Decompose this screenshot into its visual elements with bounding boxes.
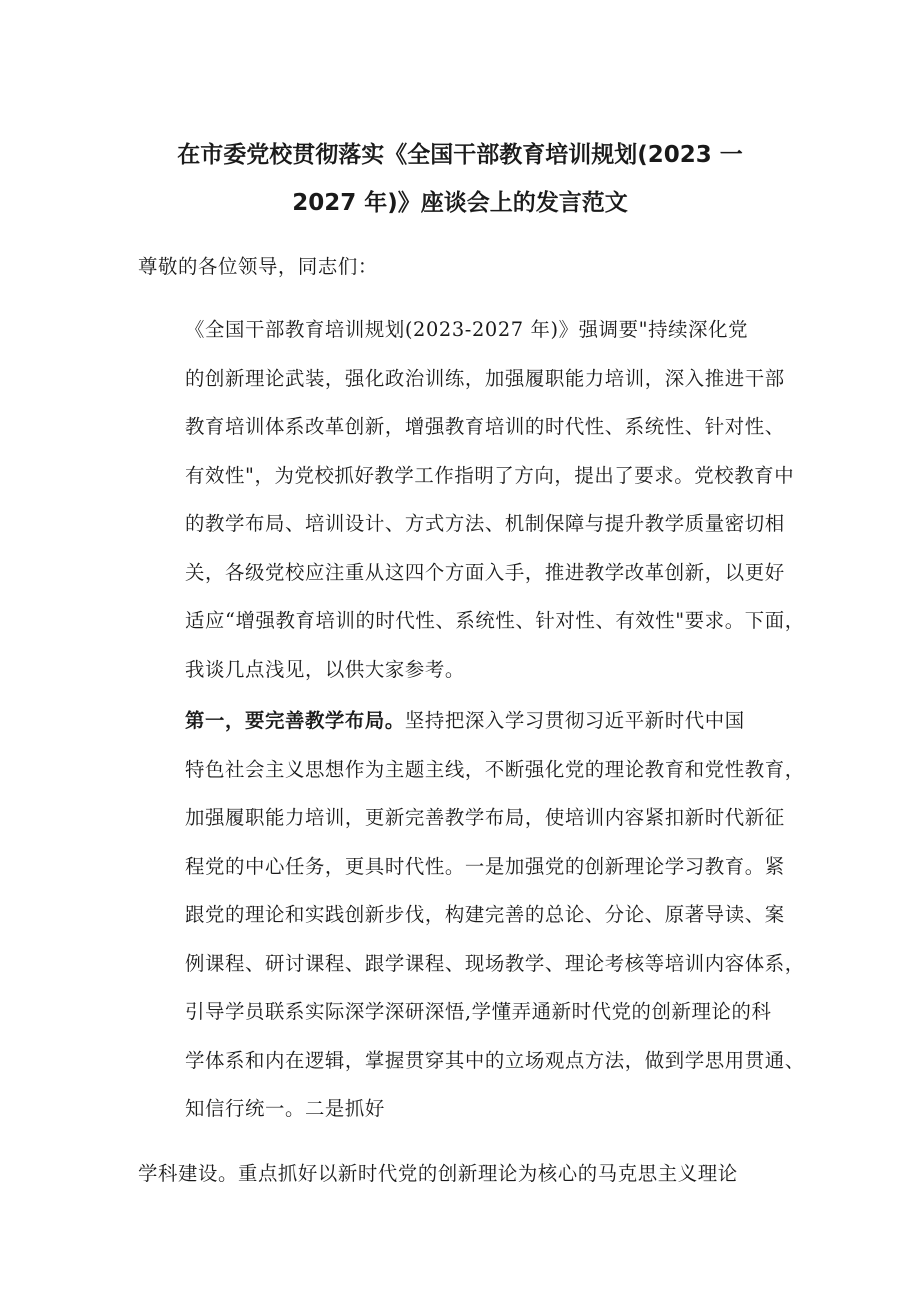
paragraph-line: 引导学员联系实际深学深研深悟,学懂弄通新时代党的创新理论的科	[185, 1000, 772, 1023]
paragraph-intro	[138, 306, 805, 694]
paragraph-line: 学体系和内在逻辑，掌握贯穿其中的立场观点方法，做到学思用贯通、	[185, 1048, 805, 1072]
paragraph-line: 关，各级党校应注重从这四个方面入手，推进教学改革创新，以更好	[185, 560, 785, 584]
paragraph-first-point	[138, 697, 805, 1134]
paragraph-line: 的教学布局、培训设计、方式方法、机制保障与提升教学质量密切相	[185, 512, 785, 535]
section-heading: 第一，要完善教学布局。	[185, 709, 405, 732]
paragraph-line: 特色社会主义思想作为主题主线，不断强化党的理论教育和党性教育，	[185, 757, 805, 781]
greeting: 尊敬的各位领导，同志们：	[138, 255, 378, 278]
paragraph-line: 教育培训体系改革创新，增强教育培训的时代性、系统性、针对性、	[185, 415, 785, 438]
paragraph-continued	[138, 1150, 798, 1199]
paragraph-line-rest: 坚持把深入学习贯彻习近平新时代中国	[404, 709, 745, 732]
paragraph-line	[138, 697, 798, 746]
paragraph-line: 《全国干部教育培训规划(2023-2027 年)》强调要"持续深化党	[185, 318, 749, 341]
document-title-line-2: 2027 年)》座谈会上的发言范文	[292, 190, 628, 216]
paragraph-line: 有效性"，为党校抓好教学工作指明了方向，提出了要求。党校教育中	[185, 463, 795, 487]
paragraph-line: 适应“增强教育培训的时代性、系统性、针对性、有效性"要求。下面，	[185, 609, 805, 632]
paragraph-line: 的创新理论武装，强化政治训练，加强履职能力培训，深入推进干部	[185, 366, 785, 390]
paragraph-line: 程党的中心任务，更具时代性。一是加强党的创新理论学习教育。紧	[185, 854, 785, 878]
paragraph-line: 我谈几点浅见，以供大家参考。	[185, 657, 465, 681]
paragraph-line: 例课程、研讨课程、跟学课程、现场教学、理论考核等培训内容体系，	[185, 951, 805, 975]
paragraph-line: 跟党的理论和实践创新步伐，构建完善的总论、分论、原著导读、案	[185, 903, 785, 926]
document-title-line-1: 在市委党校贯彻落实《全国干部教育培训规划(2023 一	[177, 142, 743, 168]
paragraph-line: 加强履职能力培训，更新完善教学布局，使培训内容紧扣新时代新征	[185, 806, 785, 829]
paragraph-line: 知信行统一。二是抓好	[185, 1097, 385, 1120]
paragraph-line: 学科建设。重点抓好以新时代党的创新理论为核心的马克思主义理论	[138, 1162, 738, 1185]
